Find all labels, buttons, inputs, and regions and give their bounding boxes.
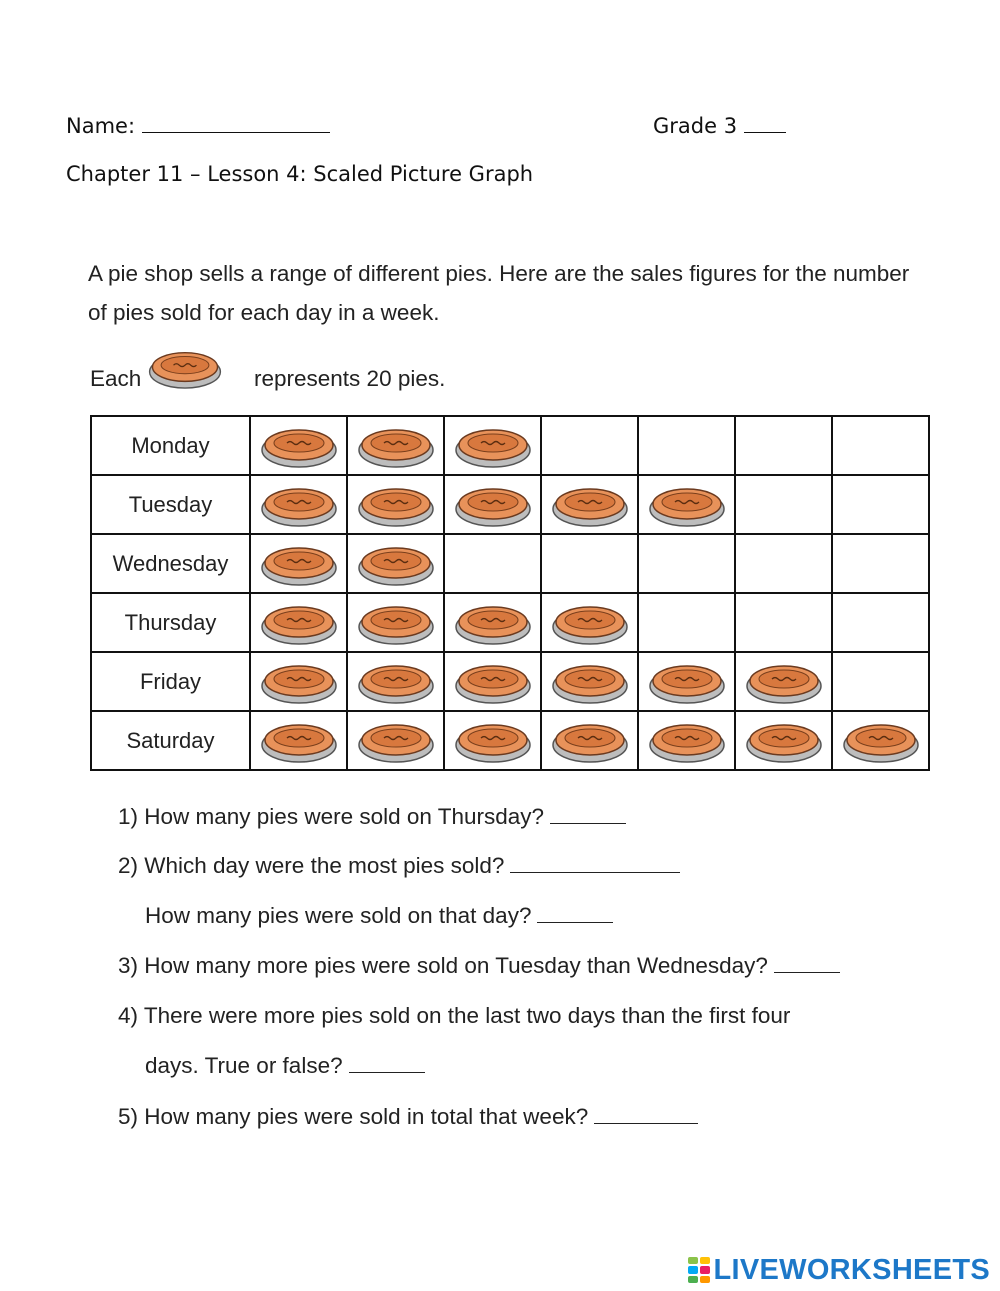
graph-cell	[832, 652, 929, 711]
intro-paragraph: A pie shop sells a range of different pies. Here are the sales figures for the number of pies sold for each day in a week.	[88, 261, 910, 325]
logo-square	[688, 1257, 698, 1264]
pie-icon	[356, 718, 436, 764]
graph-cell	[541, 475, 638, 534]
logo-square	[700, 1276, 710, 1283]
graph-cell	[444, 534, 541, 593]
pie-icon	[841, 718, 921, 764]
graph-cell	[250, 593, 347, 652]
graph-cell	[735, 652, 832, 711]
answer-5-blank[interactable]	[594, 1121, 698, 1124]
graph-cell	[250, 652, 347, 711]
graph-cell	[444, 416, 541, 475]
day-label: Wednesday	[91, 534, 250, 593]
pie-icon	[744, 659, 824, 705]
pie-icon	[259, 659, 339, 705]
pie-icon	[550, 482, 630, 528]
legend-suffix: represents 20 pies.	[254, 366, 446, 391]
pie-icon	[356, 541, 436, 587]
grade-blank[interactable]	[744, 130, 786, 133]
graph-cell	[735, 475, 832, 534]
day-label: Tuesday	[91, 475, 250, 534]
day-label: Thursday	[91, 593, 250, 652]
question-2b-text: How many pies were sold on that day?	[145, 903, 532, 928]
answer-2-blank[interactable]	[510, 870, 680, 873]
graph-cell	[541, 652, 638, 711]
graph-row	[91, 416, 929, 475]
name-blank[interactable]	[142, 130, 330, 133]
graph-cell	[638, 475, 735, 534]
graph-cell	[638, 416, 735, 475]
day-label: Saturday	[91, 711, 250, 770]
graph-cell	[638, 711, 735, 770]
question-4-text: 4) There were more pies sold on the last two days than the first four	[118, 1003, 791, 1028]
pie-icon	[146, 346, 224, 390]
question-3	[118, 953, 840, 979]
graph-cell	[347, 534, 444, 593]
pie-icon	[550, 718, 630, 764]
graph-cell	[347, 652, 444, 711]
question-2-text: 2) Which day were the most pies sold?	[118, 853, 505, 878]
graph-cell	[541, 711, 638, 770]
pie-icon	[647, 482, 727, 528]
pie-icon	[356, 423, 436, 469]
graph-row	[91, 534, 929, 593]
day-label: Friday	[91, 652, 250, 711]
graph-cell	[444, 475, 541, 534]
grade-label: Grade 3	[653, 114, 738, 138]
legend-prefix: Each	[90, 366, 142, 391]
graph-cell	[541, 593, 638, 652]
pie-icon	[259, 600, 339, 646]
question-5	[118, 1104, 698, 1130]
question-4b-text: days. True or false?	[145, 1053, 343, 1078]
name-line	[66, 114, 330, 138]
pie-icon	[550, 600, 630, 646]
question-4	[118, 1003, 790, 1029]
graph-cell	[735, 534, 832, 593]
graph-cell	[250, 711, 347, 770]
pie-icon	[550, 659, 630, 705]
answer-3-blank[interactable]	[774, 970, 840, 973]
pie-icon	[647, 659, 727, 705]
answer-2b-blank[interactable]	[537, 920, 613, 923]
graph-row	[91, 711, 929, 770]
logo-square	[700, 1266, 710, 1273]
liveworksheets-brand	[688, 1253, 991, 1287]
logo-square	[688, 1266, 698, 1273]
question-4b	[145, 1053, 425, 1079]
pie-icon	[259, 482, 339, 528]
graph-cell	[541, 416, 638, 475]
graph-row	[91, 475, 929, 534]
pie-icon	[356, 659, 436, 705]
question-2b	[145, 903, 613, 929]
graph-cell	[250, 416, 347, 475]
question-3-text: 3) How many more pies were sold on Tuesday than Wednesday?	[118, 953, 768, 978]
graph-cell	[250, 475, 347, 534]
grade-line	[653, 114, 786, 138]
graph-cell	[347, 593, 444, 652]
pie-icon	[356, 482, 436, 528]
graph-cell	[832, 475, 929, 534]
pie-icon	[356, 600, 436, 646]
graph-cell	[638, 593, 735, 652]
lesson-subtitle: Chapter 11 – Lesson 4: Scaled Picture Graph	[66, 162, 534, 186]
graph-cell	[735, 711, 832, 770]
logo-square	[700, 1257, 710, 1264]
graph-cell	[638, 652, 735, 711]
liveworksheets-logo-icon	[688, 1257, 710, 1283]
graph-cell	[735, 416, 832, 475]
graph-cell	[347, 711, 444, 770]
graph-cell	[832, 593, 929, 652]
pie-icon	[744, 718, 824, 764]
question-1	[118, 804, 626, 830]
pie-icon	[453, 718, 533, 764]
pie-icon	[453, 659, 533, 705]
question-1-text: 1) How many pies were sold on Thursday?	[118, 804, 545, 829]
graph-cell	[638, 534, 735, 593]
day-label: Monday	[91, 416, 250, 475]
graph-cell	[735, 593, 832, 652]
pie-icon	[453, 482, 533, 528]
logo-square	[688, 1276, 698, 1283]
graph-cell	[832, 534, 929, 593]
brand-text: LIVEWORKSHEETS	[713, 1253, 990, 1286]
question-2	[118, 853, 680, 879]
graph-cell	[347, 475, 444, 534]
graph-cell	[444, 593, 541, 652]
graph-cell	[444, 711, 541, 770]
graph-row	[91, 593, 929, 652]
graph-cell	[444, 652, 541, 711]
pie-icon	[259, 423, 339, 469]
pie-icon	[259, 718, 339, 764]
answer-4-blank[interactable]	[349, 1070, 425, 1073]
graph-cell	[832, 416, 929, 475]
pie-icon	[647, 718, 727, 764]
name-label: Name:	[66, 114, 136, 138]
graph-cell	[832, 711, 929, 770]
pie-icon	[453, 600, 533, 646]
graph-cell	[250, 534, 347, 593]
graph-row	[91, 652, 929, 711]
graph-cell	[541, 534, 638, 593]
answer-1-blank[interactable]	[550, 821, 626, 824]
pie-icon	[259, 541, 339, 587]
pie-icon	[453, 423, 533, 469]
question-5-text: 5) How many pies were sold in total that week?	[118, 1104, 589, 1129]
picture-graph	[90, 415, 930, 771]
graph-cell	[347, 416, 444, 475]
